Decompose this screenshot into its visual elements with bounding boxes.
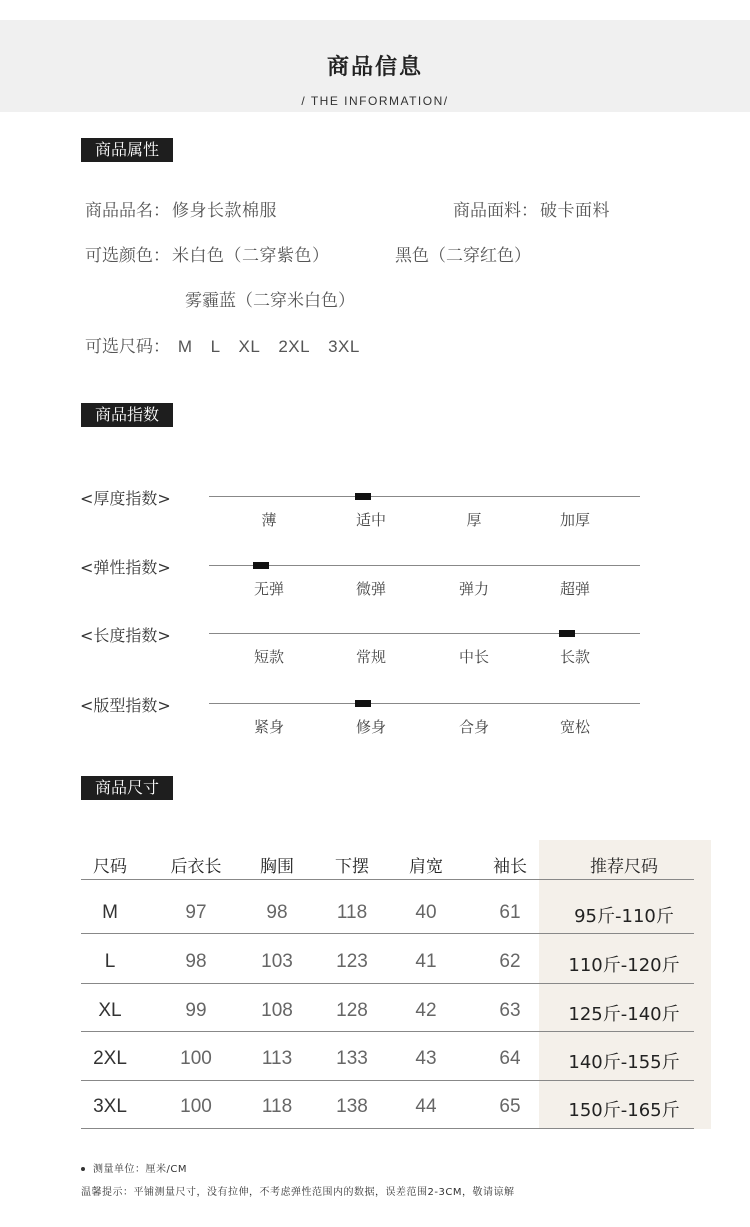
table-cell: 62: [499, 951, 521, 972]
index-option: 短款: [253, 648, 284, 666]
section-title-attributes: 商品属性: [81, 138, 173, 162]
table-header-cell: 胸围: [260, 857, 294, 877]
table-cell: 3XL: [93, 1096, 127, 1117]
index-option: 修身: [355, 718, 386, 736]
table-cell: 128: [336, 1000, 368, 1021]
table-cell: 41: [415, 951, 437, 972]
attr-colors: [85, 241, 330, 266]
table-cell: 113: [261, 1048, 293, 1069]
table-cell: 138: [336, 1096, 368, 1117]
table-header-cell: 推荐尺码: [590, 857, 658, 877]
table-cell: 44: [415, 1096, 437, 1117]
page-title: 商品信息: [326, 55, 423, 80]
table-cell: M: [102, 902, 118, 923]
table-cell: 99: [185, 1000, 207, 1021]
table-cell: 64: [499, 1048, 521, 1069]
table-cell: 98: [266, 902, 288, 923]
index-scale-line: [209, 633, 640, 634]
attr-label: 商品面料：: [453, 201, 538, 221]
table-header-cell: 肩宽: [409, 857, 443, 877]
table-header-cell: 尺码: [93, 857, 127, 877]
page-subtitle: / THE INFORMATION/: [301, 94, 449, 108]
table-cell: 65: [499, 1096, 521, 1117]
table-cell: 95斤-110斤: [574, 906, 674, 927]
index-option: 长款: [559, 648, 590, 666]
table-cell: L: [104, 951, 116, 972]
table-cell: 100: [180, 1096, 212, 1117]
table-header-cell: 下摆: [335, 857, 369, 877]
attr-value: 修身长款棉服: [172, 201, 277, 221]
table-divider: [81, 1031, 694, 1032]
index-option: 中长: [458, 648, 489, 666]
table-cell: 118: [261, 1096, 293, 1117]
table-cell: 133: [336, 1048, 368, 1069]
size-option: 3XL: [328, 337, 360, 356]
size-option: XL: [238, 337, 261, 356]
table-cell: 103: [261, 951, 293, 972]
size-option: M: [177, 337, 193, 356]
table-divider: [81, 879, 694, 880]
color-option-3: [185, 286, 355, 311]
tip-note: 温馨提示：平铺测量尺寸，没有拉伸，不考虑弹性范围内的数据，误差范围2-3CM，敬请谅解: [81, 1187, 515, 1198]
index-option: 合身: [458, 718, 489, 736]
index-option: 常规: [355, 648, 386, 666]
attr-label: 可选尺码：: [85, 337, 170, 357]
table-cell: XL: [98, 1000, 122, 1021]
table-cell: 2XL: [93, 1048, 127, 1069]
table-cell: 125斤-140斤: [568, 1004, 680, 1025]
color-option: 雾霾蓝（二穿米白色）: [185, 291, 355, 311]
index-marker: [559, 630, 575, 637]
index-option: 适中: [355, 511, 386, 529]
index-scale-line: [209, 703, 640, 704]
attr-sizes: [85, 332, 378, 357]
color-option: 米白色（二穿紫色）: [172, 246, 330, 266]
table-divider: [81, 933, 694, 934]
index-label: <厚度指数>: [80, 489, 171, 508]
table-cell: 108: [261, 1000, 293, 1021]
table-cell: 98: [185, 951, 207, 972]
index-scale-line: [209, 565, 640, 566]
size-option: 2XL: [278, 337, 311, 356]
attr-fabric: [453, 196, 610, 221]
index-option: 弹力: [458, 580, 489, 598]
color-option-2: [395, 241, 531, 266]
recommended-column-bg: [539, 840, 711, 1129]
index-scale-line: [209, 496, 640, 497]
attr-product-name: [85, 196, 277, 221]
table-header-cell: 袖长: [493, 857, 527, 877]
table-cell: 150斤-165斤: [568, 1100, 680, 1121]
table-divider: [81, 983, 694, 984]
attr-label: 商品品名：: [85, 201, 170, 221]
index-label: <弹性指数>: [80, 558, 171, 577]
table-cell: 118: [336, 902, 368, 923]
measure-unit-note: [81, 1160, 187, 1175]
attr-value: 破卡面料: [540, 201, 610, 221]
index-label: <长度指数>: [80, 626, 171, 645]
index-option: 宽松: [559, 718, 590, 736]
index-marker: [355, 700, 371, 707]
table-cell: 43: [415, 1048, 437, 1069]
table-cell: 123: [336, 951, 368, 972]
table-cell: 63: [499, 1000, 521, 1021]
index-option: 微弹: [355, 580, 386, 598]
index-marker: [355, 493, 371, 500]
attr-label: 可选颜色：: [85, 246, 170, 266]
section-title-indices: 商品指数: [81, 403, 173, 427]
table-cell: 42: [415, 1000, 437, 1021]
index-option: 超弹: [559, 580, 590, 598]
table-header-cell: 后衣长: [170, 857, 222, 877]
table-cell: 97: [185, 902, 207, 923]
table-cell: 40: [415, 902, 437, 923]
size-option: L: [210, 337, 221, 356]
unit-text: 测量单位：厘米/CM: [93, 1164, 187, 1175]
table-cell: 100: [180, 1048, 212, 1069]
index-option: 厚: [466, 511, 482, 529]
index-option: 紧身: [253, 718, 284, 736]
index-label: <版型指数>: [80, 696, 171, 715]
bullet-icon: [81, 1167, 85, 1171]
table-cell: 110斤-120斤: [568, 955, 680, 976]
index-marker: [253, 562, 269, 569]
section-title-size-chart: 商品尺寸: [81, 776, 173, 800]
index-option: 薄: [261, 511, 277, 529]
index-option: 加厚: [559, 511, 590, 529]
color-option: 黑色（二穿红色）: [395, 246, 531, 266]
table-cell: 140斤-155斤: [568, 1052, 680, 1073]
table-divider: [81, 1080, 694, 1081]
table-cell: 61: [499, 902, 521, 923]
index-option: 无弹: [253, 580, 284, 598]
table-divider: [81, 1128, 694, 1129]
